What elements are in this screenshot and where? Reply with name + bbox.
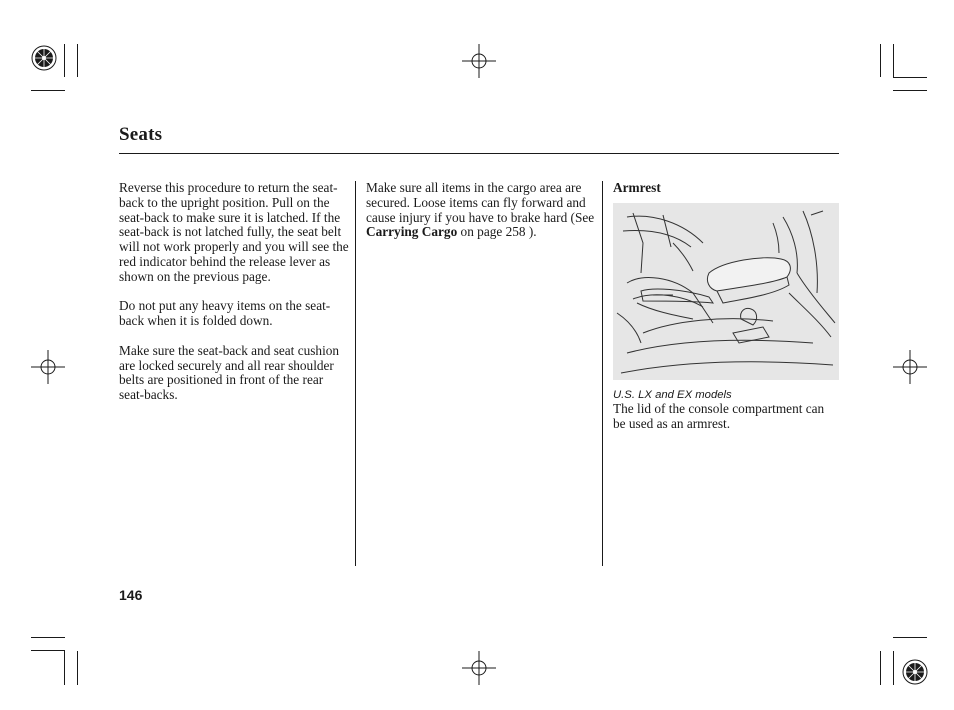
- paragraph-heavy-items: Do not put any heavy items on the seat-back when it is folded down.: [119, 298, 331, 329]
- column-3: [613, 181, 839, 196]
- paragraph-return-seatback: Reverse this procedure to return the seat-back to the upright position. Pull on the seat-back to make sure it is latched. If the seat-back is not latched fully, the seat belt will not work properly and you will see the red indicator behind the release lever as shown on the previous page.: [119, 180, 349, 284]
- column-1: [119, 181, 349, 418]
- column-2: [366, 181, 596, 255]
- registration-burst-icon: [902, 659, 928, 685]
- title-rule: [119, 153, 839, 154]
- column-divider-2: [602, 181, 603, 566]
- paragraph-armrest: The lid of the console compartment can be used as an armrest.: [613, 401, 825, 431]
- crosshair-bottom-icon: [462, 651, 496, 685]
- crosshair-right-icon: [893, 350, 927, 384]
- armrest-illustration: [613, 203, 839, 380]
- page-number: 146: [119, 587, 143, 603]
- registration-burst-icon: [31, 45, 57, 71]
- column-divider-1: [355, 181, 356, 566]
- page-title: Seats: [119, 124, 163, 145]
- crosshair-top-icon: [462, 44, 496, 78]
- figure-caption: U.S. LX and EX models: [613, 389, 732, 401]
- console-armrest-illustration: [613, 203, 839, 380]
- paragraph-locked-securely: Make sure the seat-back and seat cushion are locked securely and all rear shoulder belts are positioned in front of the rear seat-backs.: [119, 342, 340, 403]
- armrest-heading: Armrest: [613, 180, 661, 195]
- crosshair-left-icon: [31, 350, 65, 384]
- column-3-lower: [613, 388, 839, 432]
- carrying-cargo-link[interactable]: Carrying Cargo: [366, 224, 458, 240]
- paragraph-cargo-secured: Make sure all items in the cargo area are secured. Loose items can fly forward and cause injury if you have to brake hard (See Carrying Cargo on page 258 ).: [366, 180, 595, 240]
